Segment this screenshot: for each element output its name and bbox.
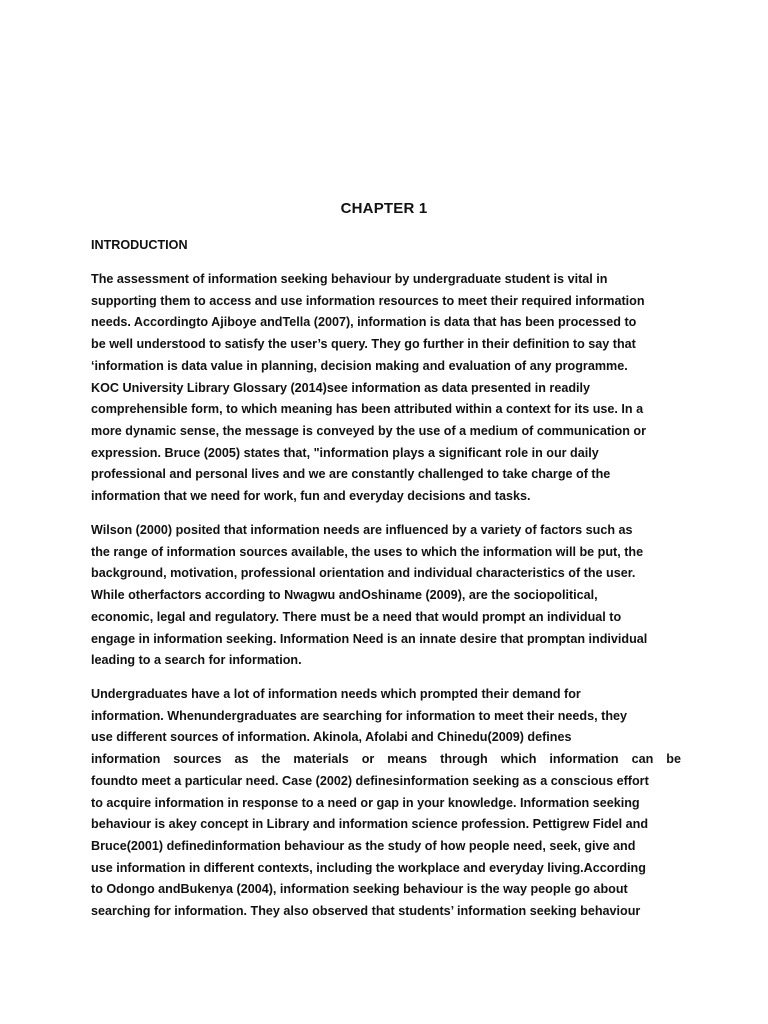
text-line: needs. Accordingto Ajiboye andTella (2007), information is data that has been processed to: [91, 315, 637, 330]
text-line: Bruce(2001) definedinformation behaviour as the study of how people need, seek, give and: [91, 838, 636, 853]
text-line: Undergraduates have a lot of information needs which prompted their demand for: [91, 687, 581, 701]
text-line: information sources as the materials or means through which information can be: [91, 752, 681, 767]
text-line: to Odongo andBukenya (2004), information seeking behaviour is the way people go about: [91, 882, 628, 897]
text-line: expression. Bruce (2005) states that, "information plays a significant role in our daily: [91, 445, 599, 460]
text-line: searching for information. They also observed that students’ information seeking behaviour: [91, 904, 641, 919]
text-line: supporting them to access and use information resources to meet their required information: [91, 293, 645, 308]
text-line: economic, legal and regulatory. There must be a need that would prompt an individual to: [91, 609, 622, 624]
text-line: use information in different contexts, including the workplace and everyday living.According: [91, 860, 646, 875]
text-line: ‘information is data value in planning, decision making and evaluation of any programme.: [91, 358, 628, 373]
text-line: to acquire information in response to a need or gap in your knowledge. Information seeking: [91, 795, 640, 810]
text-line: Wilson (2000) posited that information needs are influenced by a variety of factors such as: [91, 523, 633, 537]
text-line: professional and personal lives and we are constantly challenged to take charge of the: [91, 467, 611, 482]
text-line: behaviour is akey concept in Library and information science profession. Pettigrew Fidel and: [91, 817, 649, 832]
text-line: information that we need for work, fun and everyday decisions and tasks.: [91, 489, 531, 504]
text-line: The assessment of information seeking behaviour by undergraduate student is vital in: [91, 272, 608, 286]
section-heading: INTRODUCTION: [91, 238, 188, 252]
text-line: engage in information seeking. Information Need is an innate desire that promptan individual: [91, 631, 648, 646]
text-line: foundto meet a particular need. Case (2002) definesinformation seeking as a conscious effort: [91, 773, 649, 788]
text-line: leading to a search for information.: [91, 653, 302, 668]
text-line: background, motivation, professional orientation and individual characteristics of the user.: [91, 566, 636, 581]
paragraph-2: [91, 520, 681, 672]
text-line: While otherfactors according to Nwagwu andOshiname (2009), are the sociopolitical,: [91, 588, 598, 603]
text-line: be well understood to satisfy the user’s query. They go further in their definition to say that: [91, 337, 636, 352]
chapter-title: CHAPTER 1: [340, 200, 428, 217]
text-line: use different sources of information. Akinola, Afolabi and Chinedu(2009) defines: [91, 730, 572, 745]
paragraph-3: [91, 684, 681, 923]
paragraph-1: [91, 269, 681, 508]
text-line: more dynamic sense, the message is conveyed by the use of a medium of communication or: [91, 423, 646, 438]
text-line: the range of information sources available, the uses to which the information will be put, the: [91, 544, 644, 559]
text-line: KOC University Library Glossary (2014)see information as data presented in readily: [91, 380, 591, 395]
text-line: comprehensible form, to which meaning has been attributed within a context for its use. In a: [91, 402, 644, 417]
text-line: information. Whenundergraduates are searching for information to meet their needs, they: [91, 708, 628, 723]
